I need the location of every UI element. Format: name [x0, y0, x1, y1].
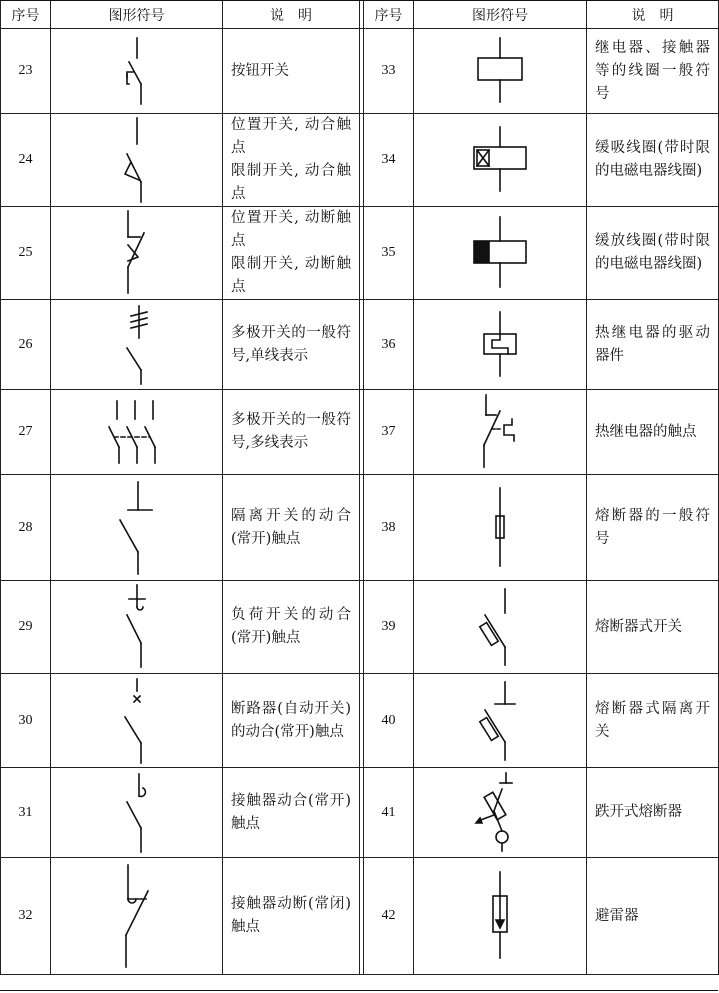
description-text: 热继电器的触点 — [595, 423, 697, 440]
description-cell — [587, 475, 719, 581]
description-cell — [587, 674, 719, 768]
fuse-switch-icon — [414, 587, 586, 667]
row-number: 30 — [1, 674, 51, 768]
description-cell — [223, 581, 360, 674]
description-text: 隔离开关的动合(常开)触点 — [231, 507, 351, 547]
description-text: 断路器(自动开关)的动合(常开)触点 — [231, 700, 351, 740]
symbol-cell — [414, 475, 587, 581]
contactor-make-contact-icon — [51, 772, 222, 854]
row-number: 27 — [1, 390, 51, 475]
description-text: 负荷开关的动合(常开)触点 — [231, 607, 351, 646]
row-number: 41 — [364, 768, 414, 858]
symbol-cell — [51, 300, 223, 390]
relay-coil-icon — [414, 36, 586, 106]
description-cell — [223, 207, 360, 300]
fuse-icon — [414, 486, 586, 570]
description-text: 跌开式熔断器 — [595, 804, 682, 820]
row-number: 28 — [1, 475, 51, 581]
row-number: 26 — [1, 300, 51, 390]
symbol-cell — [51, 475, 223, 581]
slow-operate-coil-icon — [414, 125, 586, 195]
table-row — [1, 858, 719, 975]
symbol-cell — [51, 29, 223, 114]
description-text: 限制开关, 动断触点 — [231, 256, 351, 295]
description-text: 避雷器 — [595, 907, 639, 924]
description-text: 缓放线圈(带时限的电磁电器线圈) — [595, 233, 710, 272]
header-desc-left: 说 明 — [223, 1, 360, 29]
row-number: 34 — [364, 114, 414, 207]
slow-release-coil-icon — [414, 215, 586, 291]
header-num-right: 序号 — [364, 1, 414, 29]
description-text: 熔断器式隔离开关 — [595, 700, 710, 740]
description-cell — [223, 114, 360, 207]
table-row — [1, 581, 719, 674]
table-row — [1, 300, 719, 390]
table-row — [1, 768, 719, 858]
circuit-breaker-icon — [51, 677, 222, 765]
description-cell — [587, 114, 719, 207]
header-symbol-left: 图形符号 — [51, 1, 223, 29]
table-row — [1, 390, 719, 475]
description-cell — [587, 390, 719, 475]
multipole-switch-single-line-icon — [51, 304, 222, 386]
load-switch-make-contact-icon — [51, 583, 222, 671]
row-number: 36 — [364, 300, 414, 390]
description-text: 按钮开关 — [231, 62, 289, 79]
table-row — [1, 114, 719, 207]
description-text: 缓吸线圈(带时限的电磁电器线圈) — [595, 140, 710, 179]
thermal-relay-contact-icon — [414, 393, 586, 471]
row-number: 32 — [1, 858, 51, 975]
symbol-cell — [414, 858, 587, 975]
symbol-cell — [414, 768, 587, 858]
multipole-switch-multi-line-icon — [51, 397, 222, 467]
description-cell — [587, 207, 719, 300]
header-num-left: 序号 — [1, 1, 51, 29]
symbol-cell — [414, 581, 587, 674]
fuse-disconnector-icon — [414, 680, 586, 762]
description-cell — [587, 300, 719, 390]
symbol-cell — [414, 29, 587, 114]
description-cell — [587, 858, 719, 975]
symbol-cell — [414, 114, 587, 207]
description-text: 接触器动断(常闭)触点 — [231, 896, 351, 935]
description-text: 位置开关, 动断触点 — [231, 210, 351, 249]
row-number: 39 — [364, 581, 414, 674]
row-number: 31 — [1, 768, 51, 858]
description-text: 接触器动合(常开)触点 — [231, 792, 351, 832]
symbol-cell — [51, 207, 223, 300]
table-row — [1, 207, 719, 300]
header-symbol-right: 图形符号 — [414, 1, 587, 29]
symbol-cell — [414, 300, 587, 390]
symbol-cell — [414, 390, 587, 475]
description-cell — [223, 29, 360, 114]
row-number: 25 — [1, 207, 51, 300]
description-cell — [223, 390, 360, 475]
symbol-cell — [51, 390, 223, 475]
symbol-cell — [51, 858, 223, 975]
row-number: 24 — [1, 114, 51, 207]
position-switch-break-contact-icon — [51, 209, 222, 297]
header-row — [1, 1, 719, 29]
row-number: 42 — [364, 858, 414, 975]
symbol-cell — [51, 114, 223, 207]
description-text: 继电器、接触器等的线圈一般符号 — [595, 39, 710, 102]
symbol-cell — [51, 768, 223, 858]
symbol-cell — [414, 674, 587, 768]
row-number: 23 — [1, 29, 51, 114]
symbol-cell — [414, 207, 587, 300]
description-text: 多极开关的一般符号,单线表示 — [231, 324, 351, 364]
symbol-cell — [51, 674, 223, 768]
header-desc-right: 说 明 — [587, 1, 719, 29]
description-text: 熔断器式开关 — [595, 618, 682, 635]
description-cell — [223, 858, 360, 975]
row-number: 37 — [364, 390, 414, 475]
row-number: 29 — [1, 581, 51, 674]
push-button-switch-icon — [51, 36, 222, 106]
description-text: 限制开关, 动合触点 — [231, 163, 351, 202]
table-row — [1, 475, 719, 581]
table-row — [1, 674, 719, 768]
contactor-break-contact-icon — [51, 863, 222, 969]
description-cell — [587, 581, 719, 674]
description-cell — [223, 300, 360, 390]
description-cell — [223, 768, 360, 858]
striker-fuse-icon — [414, 771, 586, 855]
description-text: 多极开关的一般符号,多线表示 — [231, 412, 351, 451]
description-text: 位置开关, 动合触点 — [231, 117, 351, 156]
description-cell — [587, 768, 719, 858]
row-number: 33 — [364, 29, 414, 114]
table-row — [1, 29, 719, 114]
row-number: 40 — [364, 674, 414, 768]
row-number: 38 — [364, 475, 414, 581]
description-cell — [223, 674, 360, 768]
position-switch-make-contact-icon — [51, 116, 222, 204]
description-cell — [587, 29, 719, 114]
surge-arrester-icon — [414, 870, 586, 962]
disconnector-make-contact-icon — [51, 480, 222, 576]
description-text: 热继电器的驱动器件 — [595, 324, 710, 364]
symbol-cell — [51, 581, 223, 674]
thermal-relay-actuator-icon — [414, 310, 586, 380]
row-number: 35 — [364, 207, 414, 300]
description-cell — [223, 475, 360, 581]
description-text: 熔断器的一般符号 — [595, 507, 710, 547]
